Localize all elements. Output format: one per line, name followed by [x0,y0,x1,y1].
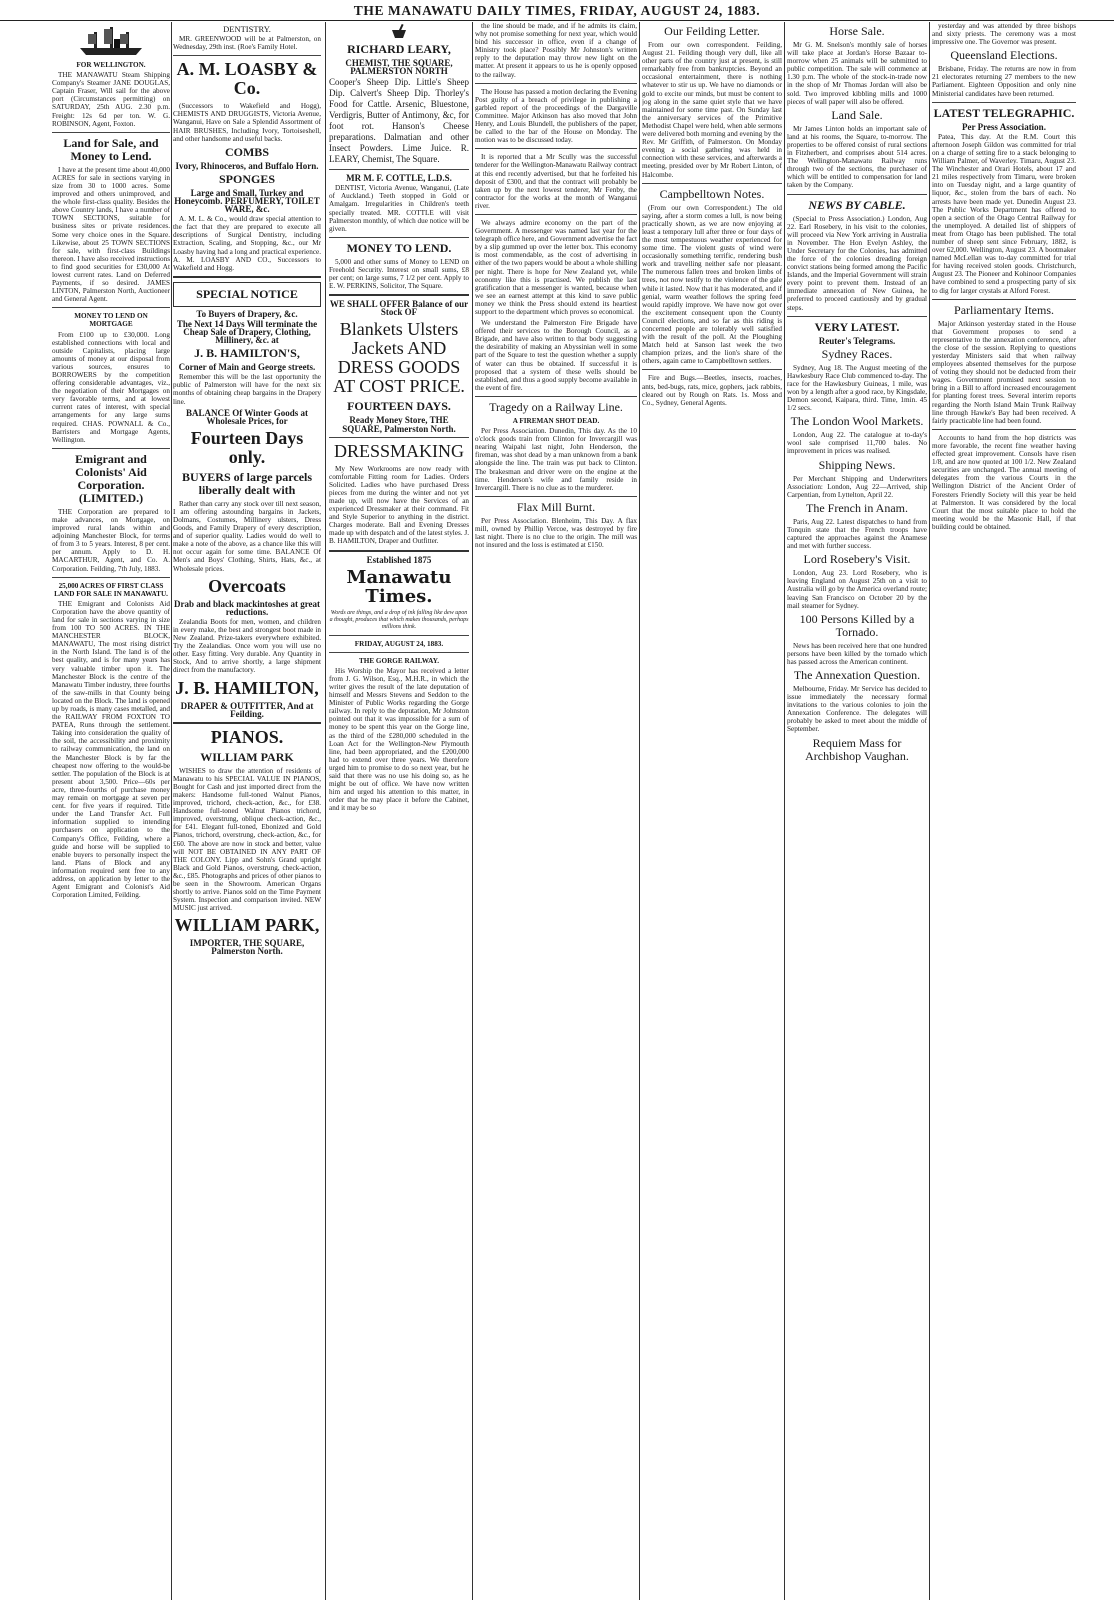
money-to-lend-heading: MONEY TO LEND. [346,240,452,255]
zealandia-text: Zealandia Boots for men, women, and children in every make, the best and strongest boot made in New Zealand. Prize-takers everywhere exhibited. Try the Zealandias. Once worn you will use no other. Easy fitting. Very durable. Any Quantity in Stock, And to arrive shortly, a large shipment direct from the manufactory. [173,617,321,675]
sponges-heading: SPONGES [218,171,275,186]
loasby-body: (Successors to Wakefield and Hogg), CHEMISTS AND DRUGGISTS, Victoria Avenue, Wanganui, Have on Sale a Splendid Assortment of HAIR BRUSHES, Including Ivory, Tortoiseshell, and other handsome and useful backs. [173,102,321,143]
news-by-cable-heading: NEWS BY CABLE. [808,197,906,212]
overcoats-sub: Drab and black mackintoshes at great reductions. [173,598,321,617]
column-rule [784,22,785,1600]
masthead [0,0,1114,21]
overcoats-heading: Overcoats [208,575,286,596]
sydney-races-body: Sydney, Aug 18. The August meeting of the Hawkesbury Race Club commenced to-day. The race for the Hawkesbury Guineas, 1 mile, was won by a length after a good race, by Kingsdale, Demon second, Kaipara, third. Time, 1min. 45 1/2 secs. [787,363,927,413]
latest-telegraphic-heading: LATEST TELEGRAPHIC. [933,105,1075,120]
reuters-sub: Reuter's Telegrams. [818,335,896,346]
dressmaking-body: My New Workrooms are now ready with comfortable Fitting room for Ladies. Orders Solicited. Ladies who have purchased Dress pieces from me during the winter and not yet made up, will now have the Services of an experienced Dressmaker at their command. Fit and Style Superior to anything in the district. Charges moderate. Ball and Evening Dresses made up with despatch and of the latest styles. J. B. HAMILTON, Draper and Outfitter. [329,464,469,546]
rosebery-heading: Lord Rosebery's Visit. [803,552,911,567]
tragedy-heading: Tragedy on a Railway Line. [489,399,623,414]
jb-hamilton-heading: J. B. HAMILTON, [175,677,319,698]
fireman-body: Per Press Association. Dunedin, This day. As the 10 o'clock goods train from Clinton for Invercargill was nearing Waipahi last night, John Henderson, the fireman, was shot dead by a man unknown from a bank alongside the line. The train was put back to Clinton. The brakesman and driver were on the engine at the time. Henderson's wife and family reside in Invercargill. There is no clue as to the murderer. [475,427,637,492]
shipping-heading: FOR WELLINGTON. [76,61,146,69]
column-6 [787,22,927,1600]
shipping-news-body: Per Merchant Shipping and Underwriters Association: London, Aug 22—Arrived, ship Carpentian, from Lyttelton, April 22. [787,474,927,499]
wool-body: London, Aug 22. The catalogue at to-day's wool sale comprised 11,700 bales. No improvement in prices was realised. [787,431,927,456]
parliamentary-heading: Parliamentary Items. [954,302,1054,317]
dentistry-heading: DENTISTRY. [223,24,271,34]
william-park-sub: IMPORTER, THE SQUARE, Palmerston North. [189,938,305,957]
gorge-body: His Worship the Mayor has received a letter from J. G. Wilson, Esq., M.H.R., in which the writer gives the result of the late deputation of himself and Messrs Stevens and Seddon to the Minister of Public Works regarding the Gorge railway. In reply to the deputation, Mr Johnston pointed out that it was impossible for a sum of money to be spent this year on the Gorge line, as the third of the £280,000 scheduled in the Loan Act for the Wellington-New Plymouth line, had been appropriated, and the £200,000 had to extend over three years. We therefore urged him to promise to do so next year, but he said that there was no use his doing so, as he might be out of office. We have now written him and urged his attention to this matter, in order that he may place it before the Cabinet, and it may be so [329,666,469,813]
column-2 [173,22,321,1600]
special-notice-box [173,282,321,307]
column-1 [52,22,170,1600]
paper-date: FRIDAY, AUGUST 24, 1883. [354,639,444,648]
ready-money-store: Ready Money Store, THE SQUARE, Palmerston North. [342,415,456,434]
combs-heading: COMBS [224,144,269,159]
remember-text: Remember this will be the last opportunity the public of Palmerston will have for the next six months of obtaining cheap bargains in the Drapery line. [173,373,321,406]
annexation-heading: The Annexation Question. [793,667,921,682]
land-body: I have at the present time about 40,000 ACRES for sale in sections varying in size from 30 to 1000 acres. Some improved and others unimproved, and the whole first-class quality. Besides the above Country lands, I have a number of TOWN SECTIONS, suitable for business sites or private residences. Some very choice ones in the Square. Likewise, about 25 TOWN SECTIONS for sale, with first-class Buildings thereon. I have also received instructions to find good securities for £30,000 At lowest current rates. Land on Deferred Payments, if so desired. JAMES LINTON, Palmerston North, Auctioneer and General Agent. [52,165,170,304]
telegraphic-body: Patea, This day. At the R.M. Court this afternoon Joseph Gildon was committed for trial on a charge of setting fire to a stack belonging to William Palmer, of Waverley. Timaru, August 23. The Winchester and Orari Hotels, about 17 and 21 miles respectively from Timaru, were broken into on Tuesday night, and a large quantity of liquor, &c., stolen from the bars of each. No arrests have been made yet. Dunedin August 23. The Public Works Department has offered to open a section of the Otago Central Railway for the unemployed. A detailed list of shippers of meat from Otago has been published. The total number of sheep sent since February, 1882, is over 62,000. Wellington, August 23. A bootmaker named McLellan was to-day committed for trial for having received stolen goods. Christchurch, August 23. The Pioneer and Kohinoor Companies have combined to send a prospecting party of six to dig for larger crystals at Alford Forest. [932,132,1076,295]
scully-paragraph: It is reported that a Mr Scully was the successful tenderer for the Wellington-Manawatu Railway contract at this end recently advertised, but that he forfeited his deposit of £300, and that the contract will probably be taken up by the next lowest tenderer, Mr Fenby, the contractor for the works at the month of Wanganui river. [475,153,637,210]
leary-sub: CHEMIST, THE SQUARE, PALMERSTON NORTH [345,58,453,77]
shipping-news-heading: Shipping News. [818,457,896,472]
hamilton-heading: J. B. HAMILTON'S, [194,346,300,361]
gorge-heading: THE GORGE RAILWAY. [358,656,440,665]
emigrant-heading: Emigrant and Colonists' Aid Corporation. (LIMITED.) [75,451,147,505]
horse-sale-body: Mr G. M. Snelson's monthly sale of horses will take place at Jordan's Horse Bazaar to-morrow when 25 animals will be submitted to public competition. The sale will commence at 1.30 p.m. The whole of the stock-in-trade now in the shop of Mr Thomas Jordan will also be sold. Two improved kibbling mills and 1000 pieces of wall paper will also be offered. [787,41,927,106]
hamilton-sub: Corner of Main and George streets. [178,362,316,373]
paper-motto: Words are things, and a drop of ink falling like dew upon a thought, produces that which makes thousands, perhaps millions think. [329,609,469,630]
economy-paragraph: We always admire economy on the part of the Government. A messenger was named last year for the telegraph office here, and Government advertise the fact by a slip gummed up over the letter box. This economy is most commendable, as the cost of advertising in either of the two papers would be about a whole shilling per night. There is hope for New Zealand yet, while economy like this is practised. We publish the last gratification that a messenger is wanted, because when we see an earnest attempt at this kind to save public money we think the Press should extend its heartiest support to the department which proves so economical. [475,218,637,316]
jb-hamilton-sub: DRAPER & OUTFITTER, And at Feilding. [180,700,314,719]
offer-heading: WE SHALL OFFER Balance of our Stock OF [329,299,469,318]
next14-text: The Next 14 Days Will terminate the Cheap Sale of Drapery, Clothing, Millinery, &c. at [176,318,318,346]
flax-body: Per Press Association. Blenheim, This Day. A flax mill, owned by Phillip Vercoe, was destroyed by fire last night. There is no clue to the origin. The mill was not insured and the loss is estimated at £150. [475,516,637,550]
feilding-body: From our own correspondent. Feilding, August 21. Feilding though very dull, like all other parts of the country just at present, is still remarkably free from bankruptcies. Beyond an occasional entertainment, there is nothing whatever to stir us up. We have no diamonds or gold to excite our minds, but must be content to jog along in the same quiet style that we have maintained for some time past. On Sunday last the anniversary services of the Primitive Methodist Chapel were held, when able sermons were delivered both morning and evening by the Rev. Mr Griffith, of Palmerston. On Monday evening a social gathering was held in connection with these services, and afterwards a meeting, presided over by Mr Robert Linton, of Halcombe. [642,41,782,179]
french-heading: The French in Anam. [806,500,908,515]
leary-heading: RICHARD LEARY, [347,42,451,56]
column-rule [171,22,172,1600]
fire-paragraph: We understand the Palmerston Fire Brigade have offered their services to the Borough Council, as a Brigade, and have also written to that body suggesting the desirability of making an Abyssinian well in some part of the Square to test the question whether a supply of water can thus be obtained. If successful it is proposed that a system of these wells should be established, and thus a good supply become available in the event of fire. [475,319,637,392]
loasby-heading: A. M. LOASBY & Co. [176,59,318,99]
masthead-title: THE MANAWATU DAILY TIMES, FRIDAY, AUGUST 24, 1883. [353,3,761,18]
column-rule [639,22,640,1600]
buyers-large-parcels: BUYERS of large parcels liberally dealt with [181,469,313,497]
horse-sale-heading: Horse Sale. [829,24,885,38]
acres-body: THE Emigrant and Colonists Aid Corporation have the above quantity of land for sale in sections varying in size from 100 TO 500 ACRES. IN THE MANCHESTER BLOCK, MANAWATU, The most rising district in the North Island. The land is of the best quality, and is for many years has very valuable timber upon it. The Manchester Block is the centre of the Manawatu Timber industry, three fourths of the saw-mills in that County being located on the Block. The land is opened up by roads, is many cases metalled, and the RAILWAY FROM FOXTON TO PATEA, Runs through the settlement. Taking into consideration the quality of the soil, the accessibility and proximity to railway communication, the land on the Manchester Block is by far the cheapest now offering to the would-be settler. The population of the Block is at present about 3,500. Price—60s per acre, three-fourths of purchase money may remain on mortgage at seven per cent. for five years if required. Title under the Land Transfer Act. Full information supplied to intending purchasers on application to the Company's Office, Feilding, where a guide and horse will be supplied to enable buyers to personally inspect the land. Plans of Block and any information required sent free to any address, on application by letter to the Agent Emigrant and Colonist's Aid Corporation Limited, Feilding. [52,599,170,900]
land-sale-heading: Land Sale. [831,107,883,122]
sydney-races-heading: Sydney Races. [821,346,893,361]
acres-heading: 25,000 ACRES OF FIRST CLASS LAND FOR SALE IN MANAWATU. [54,581,168,598]
fourteen-days: FOURTEEN DAYS. [347,399,451,414]
cottle-body: DENTIST, Victoria Avenue, Wanganui, (Late of Auckland.) Teeth stopped in Gold or Amalgam. Irregularities in Children's teeth specially treated. MR. COTTLE will visit Palmerston monthly, of which due notice will be given. [329,184,469,233]
column-rule [472,22,473,1600]
buyers-heading: To Buyers of Drapery, &c. [196,308,298,319]
dressmaking-heading: DRESSMAKING [333,440,465,461]
tornado-body: News has been received here that one hundred persons have been killed by the tornado which has passed across the American continent. [787,641,927,666]
column-5 [642,22,782,1600]
column-7 [932,22,1076,1600]
rather-text: Rather than carry any stock over till next season, I am offering astounding bargains in Jackets, Dolmans, Costumes, Millinery ulsters, Dress Goods, and Family Drapery of every description, and of superior quality. Ladies would do well to make a note of the above, as a chance like this will not occur again for some time. BALANCE Of Men's and Boys' Clothing, Shirts, Hats, &c., at Wholesale prices. [173,499,321,573]
sponges-sub: Large and Small, Turkey and Honeycomb. PERFUMERY, TOILET WARE, &c. [174,187,320,215]
special-notice-heading: SPECIAL NOTICE [196,286,298,301]
pianos-heading: PIANOS. [210,726,284,747]
blankets-heading: Blankets Ulsters Jackets AND DRESS GOODS AT COST PRICE. [333,319,465,397]
steamship-icon [76,24,146,58]
fourteen-days-heading: Fourteen Days only. [190,427,304,467]
flax-heading: Flax Mill Burnt. [516,499,596,514]
pianos-body: WISHES to draw the attention of residents of Manawatu to his SPECIAL VALUE IN PIANOS, Bought for Cash and just imported direct from the makers: Handsome full-toned Walnut Pianos, improved, trichord, check-action, &c., for £38. Handsome full-toned Walnut Pianos trichord, improved, overstrung, oblique check-action, &c., for £41. Elegant full-toned, Ebonized and Gold Pianos, trichord, overstrung, check-action, &c., for £60. The above are now in stock and better, value will NOT BE OBTAINED IN ANY PART OF THE COLONY. Lipp and Sohn's Grand upright Black and Gold Pianos, overstrung, check-action, &c., £85. Photographs and prices of other pianos to be seen in the Showroom. American Organs shortly to arrive. Pianos sold on the Time Payment System. Inspection and comparison invited. NEW MUSIC just arrived. [173,766,321,913]
cottle-heading: MR M. F. COTTLE, L.D.S. [346,173,452,184]
french-body: Paris, Aug 22. Latest dispatches to hand from Tonquin state that the French troops have captured the approaches against the Anamese and met with further success. [787,517,927,551]
campbelltown-body: (From our own Correspondent.) The old saying, after a storm comes a lull, is now being practically shown, as we are now enjoying at least a temporary lull after three or four days of the most tempestuous weather experienced for some time. The violent gusts of wind were occasionally something terrific, rendering bush work and travelling neither safe nor pleasant. The numerous fallen trees and broken limbs of trees, not now testify to the violence of the gale while it lasted. Now that it has moderated, and if genial, warm weather follows the spring feed would rapidly improve. We have now got over the excitement consequent upon the County Council elections, and so far as this riding is concerned people are tolerably well satisfied with the result of the poll. At the Ploughing Match held at Sanson last week the two champion prizes, and the lion's share of the others, again came to Campbelltown settlers. [642,203,782,366]
william-park-importer: WILLIAM PARK, [174,915,320,936]
press-association-sub: Per Press Association. [962,121,1046,132]
shipping-body: THE MANAWATU Steam Shipping Company's Steamer JANE DOUGLAS, Captain Fraser, Will sail for the above port (Circumstances permitting) on SATURDAY, 25th AUG. 2.30 p.m. Freight: 12s 6d per ton. W. G. ROBINSON, Agent, Foxton. [52,71,170,128]
column-4 [475,22,637,1600]
queensland-body: Brisbane, Friday. The returns are now in from 21 electorates returning 27 members to the new Parliament. Eighteen Opposition and only nine Ministerial candidates have been returned. [932,65,1076,98]
rosebery-body: London, Aug 23. Lord Rosebery, who is leaving England on August 25th on a visit to Australia will go by the America overland route; leaving San Francisco on October 20 by the mail steamer for Sydney. [787,569,927,610]
money-body: From £100 up to £30,000. Long established connections with local and outside Capitalists, placing large amounts of money at our disposal from various sources, ensures to BORROWERS by the competition offering considerable advantages, viz., the negotiation of their Mortgages on very favorable terms, and at lowest current rates of interest, with special arrangements for any large sums required. CHAS. POWNALL & Co., Barristers and Mortgage Agents, Wellington. [52,330,170,444]
column-rule [325,22,326,1600]
parliamentary-body: Major Atkinson yesterday stated in the House that Government proposes to send a representative to the annexation conference, after the close of the session. Replying to questions yesterday Ministers said that when railway employees absented themselves for the purpose of voting they should not be deducted from their wages. Government promised next session to bring in a Bill to afford increased encouragement for planting forest trees. Several interim reports regarding the North Island Main Trunk Railway line through Hawke's Bay had been received. A fairly practicable line had been found. [932,319,1076,425]
wool-heading: The London Wool Markets. [790,414,924,429]
gorge-continued: the line should be made, and if he admits its claim, why not promise something for next year, which would bind his successor in office, even if a change of Ministry took place? Possibly Mr Johnston's written reply to the deputation may throw new light on the matter. At present it appears to us he is openly opposed to the railway. [475,22,637,79]
combs-sub: Ivory, Rhinoceros, and Buffalo Horn. [175,160,319,171]
news-by-cable-body: (Special to Press Association.) London, Aug 22. Earl Rosebery, in his visit to the colonies, will proceed via New York arriving in Australia in November. The Hon Evelyn Ashley, the Under Secretary for the Colonies, has admitted the force of the colonies dreading foreign convict stations being formed among the Pacific Islands, and the Imperial Government will strain every point to prevent them. Instead of an immediate annexation of New Guinea, he preferred to proceed cautiously and by gradual steps. [787,214,927,312]
bottom-paragraph: Accounts to hand from the hop districts was more favorable, the recent fine weather having effected great improvement. Consols have risen 1/8, and are now quoted at 100 1/2. New Zealand securities are unchanged. The annual meeting of delegates from the various Courts in the Wellington District of the Ancient Order of Foresters Friendly Society will this year be held at Palmerston. It was considered by the local Court that the most suitable place to hold the meeting would be the Masonic Hall, if that building could be obtained. [932,433,1076,531]
rough-on-rats-ad: Fire and Bugs.—Beetles, insects, roaches, ants, bed-bugs, rats, mice, gophers, jack rabbits, cleared out by Rough on Rats. 1s. Moss and Co., Sydney, General Agents. [642,374,782,407]
fireman-heading: A FIREMAN SHOT DEAD. [512,416,600,425]
annexation-body: Melbourne, Friday. Mr Service has decided to issue immediately the necessary formal invitations to the various colonies to join the Annexation Conference. The delegates will probably be asked to meet about the middle of September. [787,684,927,734]
mortar-pestle-icon [390,24,408,40]
column-rule [929,22,930,1600]
paper-title: Manawatu Times. [346,566,452,607]
land-heading: Land for Sale, and Money to Lend. [63,135,159,163]
emigrant-body: THE Corporation are prepared to make advances, on Mortgage, on improved rural lands within and adjoining Manchester Block, for terms of from 3 to 5 years. Interest, 8 per cent. per annum. Apply to D. H. MACARTHUR, Agent, and Co. A. Corporation. Feilding, 7th July, 1883. [52,507,170,573]
requiem-continued: yesterday and was attended by three bishops and sixty priests. The ceremony was a most impressive one. The Governor was present. [932,22,1076,47]
william-park-heading: WILLIAM PARK [200,749,294,764]
leary-list: Cooper's Sheep Dip. Little's Sheep Dip. Calvert's Sheep Dip. Thorley's Food for Cattle. Arsenic, Bluestone, Verdigris, Butter of Antimony, &c, for foot rot. Hanson's Cheese preparations. Dalmatian and other Insect Powders. Lime Juice. R. LEARY, Chemist, The Square. [329,77,469,165]
campbelltown-heading: Campbelltown Notes. [659,186,765,201]
established-text: Established 1875 [366,554,432,565]
dentistry-body: MR. GREENWOOD will be at Palmerston, on Wednesday, 29th inst. (Roe's Family Hotel. [173,35,321,52]
feilding-heading: Our Feilding Letter. [664,24,760,38]
money-heading: MONEY TO LEND ON MORTGAGE [74,312,148,329]
requiem-heading: Requiem Mass for Archbishop Vaughan. [805,735,909,763]
queensland-heading: Queensland Elections. [950,48,1058,63]
very-latest-heading: VERY LATEST. [814,319,900,334]
balance-text: BALANCE Of Winter Goods at Wholesale Prices, for [185,407,308,426]
land-sale-body: Mr James Linton holds an important sale of land at his rooms, the Square, to-morrow. The properties to be offered consist of rural sections in Fitzherbert, and comprises about 514 acres. The Wellington-Manawatu Railway runs through two of the sections, the purchaser of which will be entitled to compensation for land taken by the Company. [787,124,927,190]
house-paragraph: The House has passed a motion declaring the Evening Post guilty of a breach of privilege in publishing a garbled report of the proceedings of the Dargaville Committee. Major Atkinson has also moved that John Henry, and Louis Blundell, the publishers of the paper, be called to the bar of the House on Monday. The motion was to be discussed today. [475,87,637,145]
loasby-notice: A. M. L. & Co., would draw special attention to the fact that they are prepared to execute all descriptions of Surgical Dentistry, including Extraction, Scaling, and Stopping, &c., our Mr Loasby having had a long and practical experience. A. M. LOASBY AND CO., Successors to Wakefield and Hogg. [173,215,321,272]
column-3 [329,22,469,1600]
tornado-heading: 100 Persons Killed by a Tornado. [799,611,915,639]
money-to-lend-body: 5,000 and other sums of Money to LEND on Freehold Security. Interest on small sums, £8 per cent; on large sums, 7 1/2 per cent. Apply to E. W. PERKINS, Solicitor, The Square. [329,257,469,291]
